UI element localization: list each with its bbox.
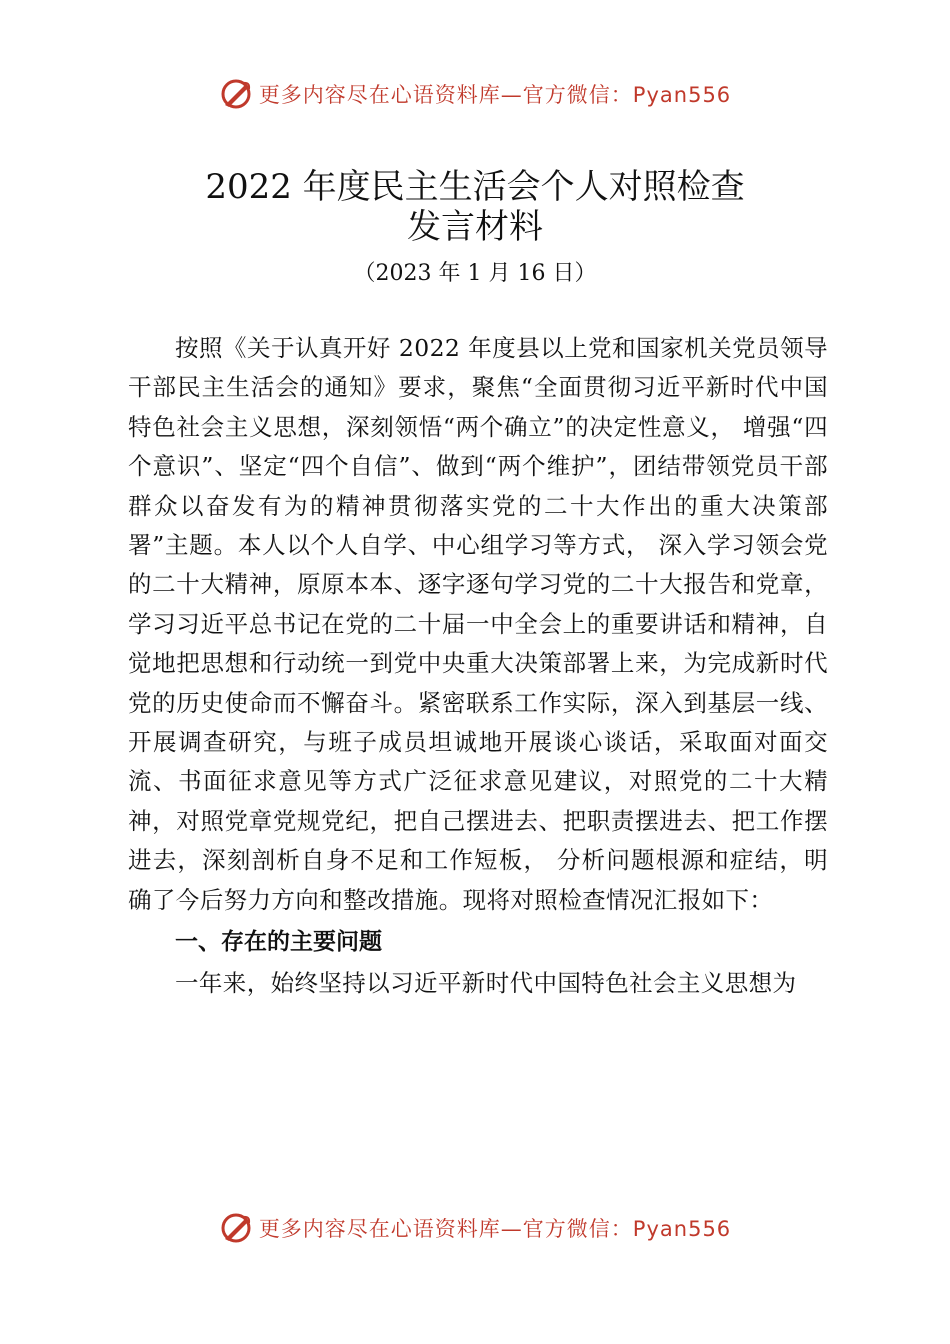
quill-logo-icon <box>219 1211 253 1245</box>
watermark-text: 更多内容尽在心语资料库—官方微信：Pyan556 <box>258 83 732 107</box>
header-watermark-banner <box>0 74 950 114</box>
watermark-text: 更多内容尽在心语资料库—官方微信：Pyan556 <box>258 1217 732 1241</box>
footer-watermark-banner <box>0 1208 950 1248</box>
document-date: （2023 年 1 月 16 日） <box>353 261 597 286</box>
intro-paragraph: 按照《关于认真开好 2022 年度县以上党和国家机关党员领导干部民主生活会的通知》要求，聚焦“全面贯彻习近平新时代中国特色社会主义思想，深刻领悟“两个确立”的决定性意义， 增强“四个意识”、坚定“四个自信”、做到“两个维护”，团结带领党员干部群众以奋发有为的精神贯彻落实党的二十大作出的重大决策部署”主题。本人以个人自学、中心组学习等方式， 深入学习领会党的二十大精神，原原本本、逐字逐句学习党的二十大报告和党章，学习习近平总书记在党的二十届一中全会上的重要讲话和精神，自觉地把思想和行动统一到党中央重大决策部署上来，为完成新时代党的历史使命而不懈奋斗。紧密联系工作实际，深入到基层一线、开展调查研究，与班子成员坦诚地开展谈心谈话，采取面对面交流、书面征求意见等方式广泛征求意见建议，对照党的二十大精神，对照党章党规党纪，把自己摆进去、把职责摆进去、把工作摆进去，深刻剖析自身不足和工作短板， 分析问题根源和症结，明确了今后努力方向和整改措施。现将对照检查情况汇报如下： <box>128 334 828 914</box>
document-title-line1: 2022 年度民主生活会个人对照检查 <box>205 167 745 207</box>
document-title-line2: 发言材料 <box>407 207 543 247</box>
quill-logo-icon <box>219 77 253 111</box>
section-paragraph: 一年来，始终坚持以习近平新时代中国特色社会主义思想为 <box>175 969 797 998</box>
section-heading: 一、存在的主要问题 <box>175 929 382 956</box>
document-body <box>128 329 828 1004</box>
